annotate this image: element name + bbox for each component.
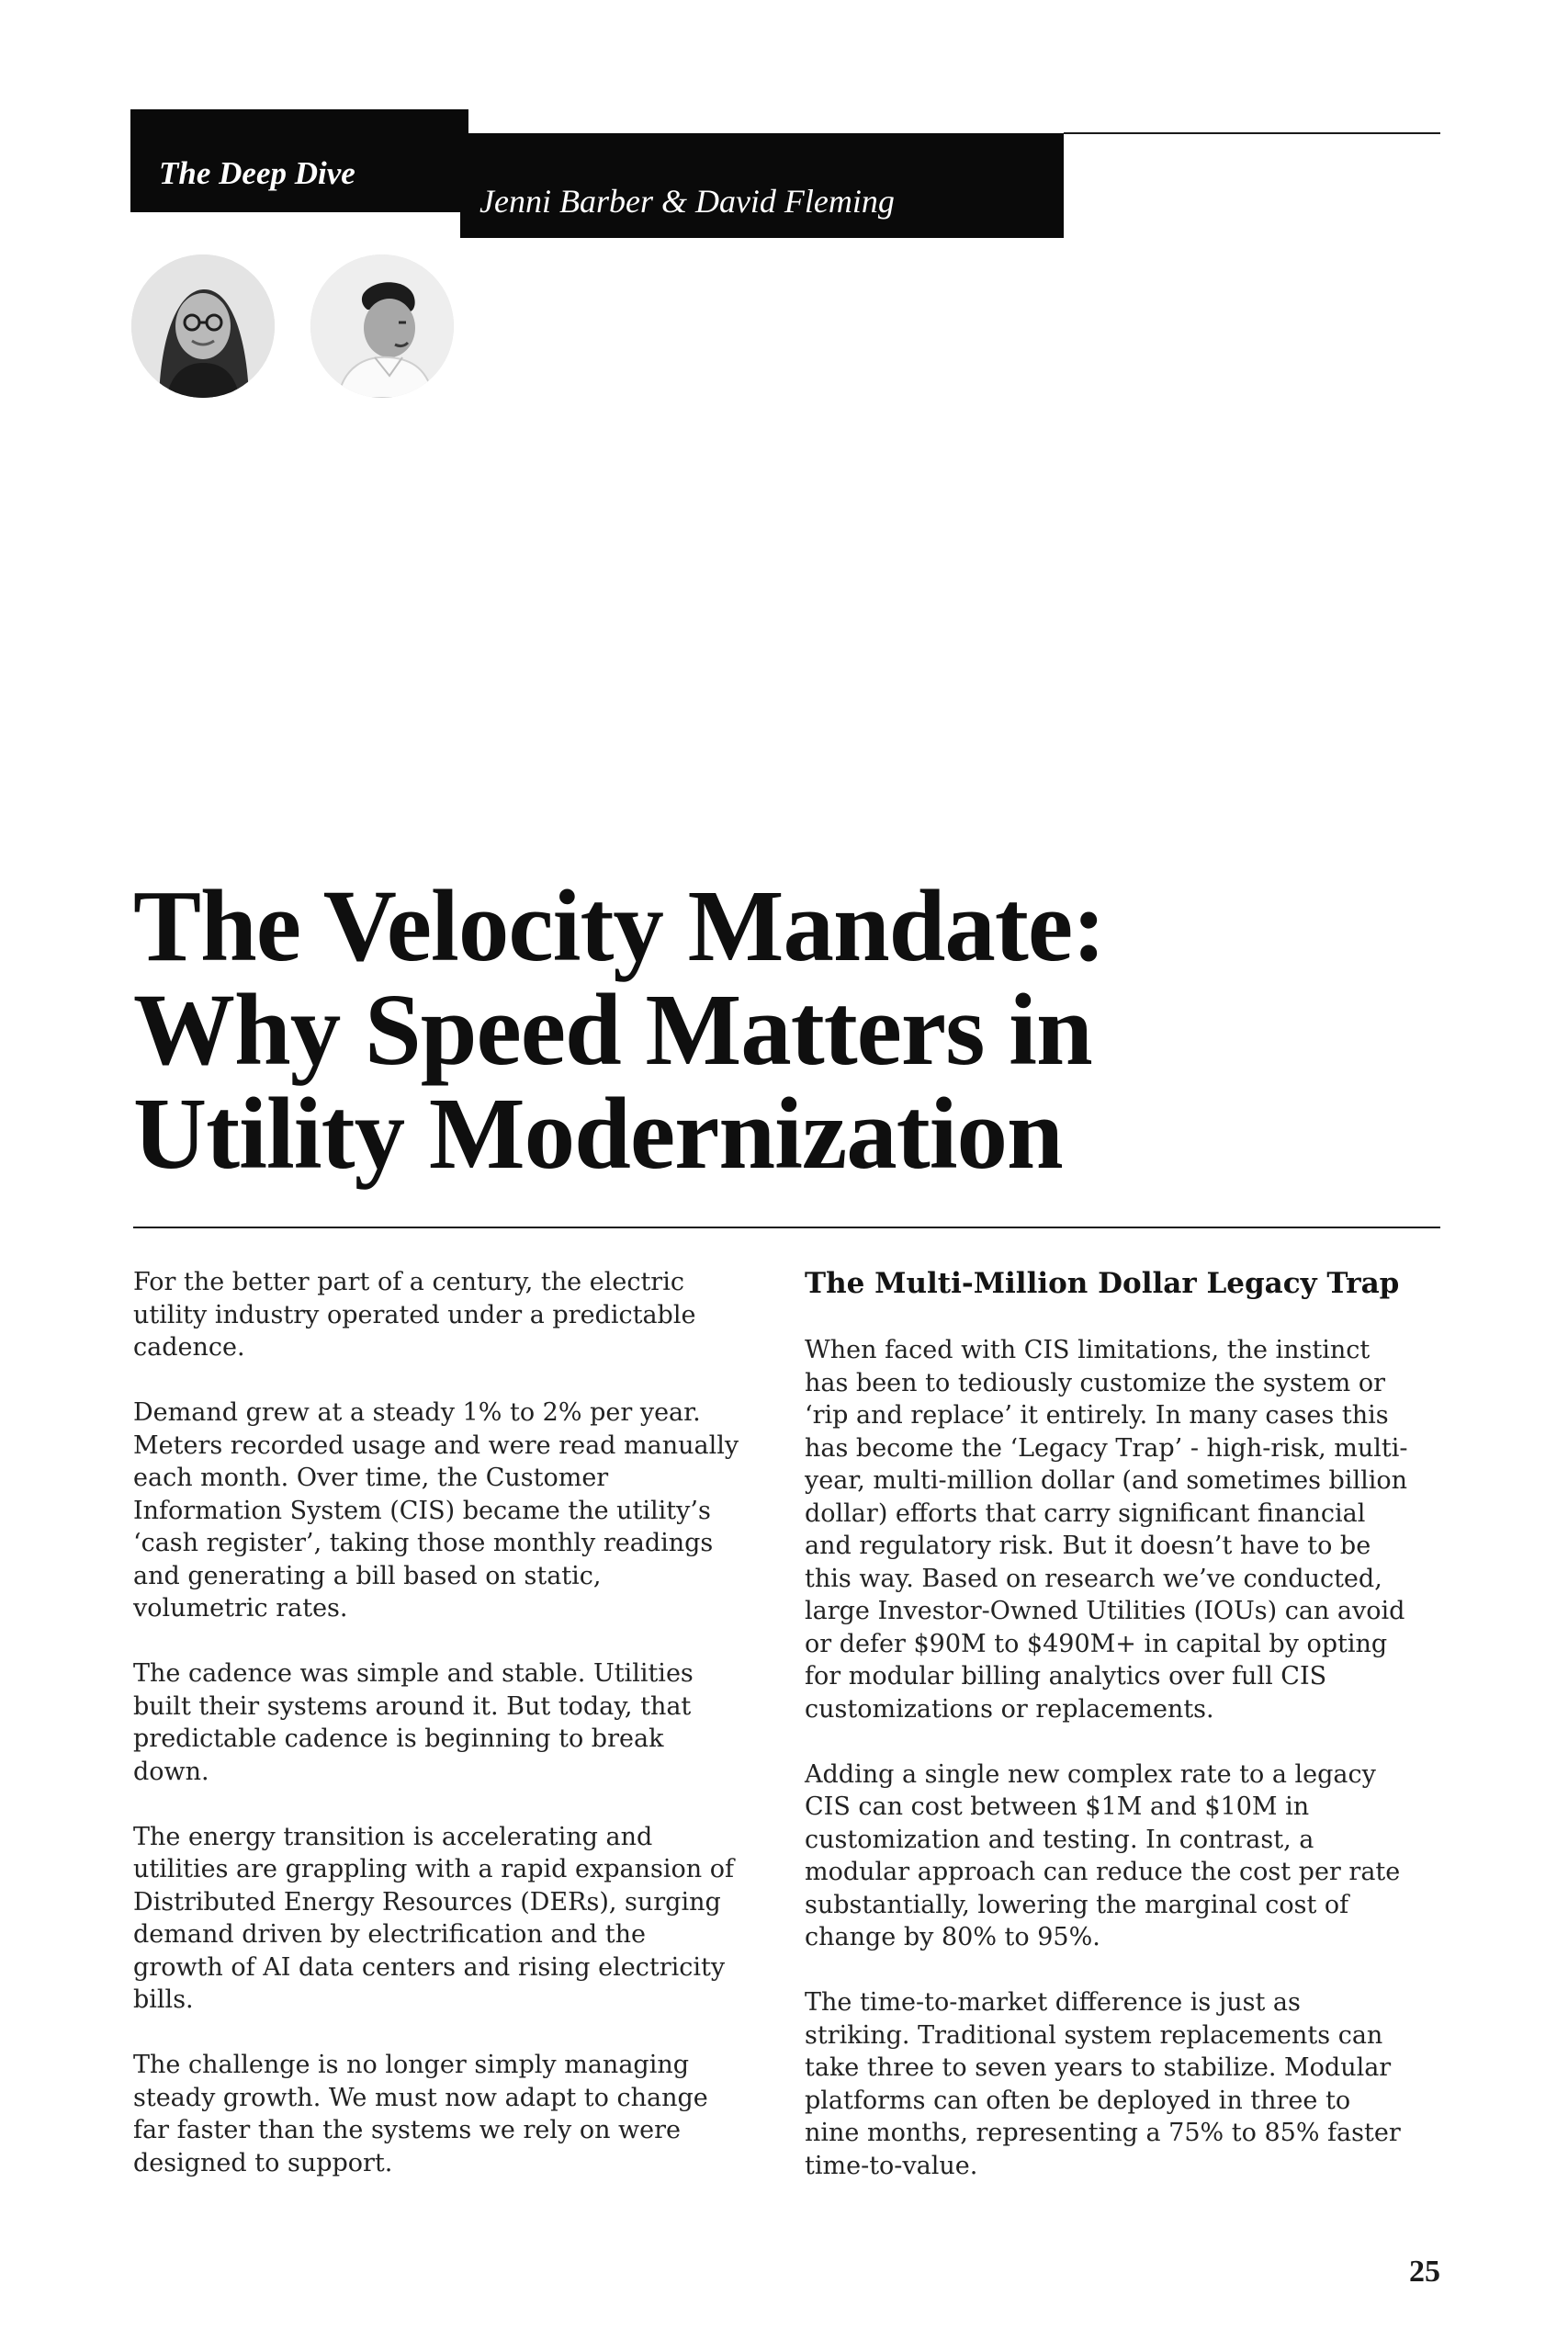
article-title-line: Why Speed Matters in [133, 974, 1092, 1087]
author-photo-icon [131, 254, 275, 398]
author-byline [460, 133, 1064, 238]
section-tag [130, 109, 468, 212]
body-paragraph: For the better part of a century, the electric utility industry operated under a predictable cadence. [133, 1268, 696, 1362]
article-title [133, 870, 1419, 1191]
title-divider [133, 1227, 1440, 1228]
author-photo-icon [310, 254, 454, 398]
body-paragraph: Demand grew at a steady 1% to 2% per year. Meters recorded usage and were read manually each month. Over time, the Customer Information System (CIS) became the utility’s ‘cash register’, taking those monthly readings and generating a bill based on static, volumetric rates. [133, 1398, 739, 1623]
body-paragraph: The time-to-market difference is just as striking. Traditional system replacements can take three to seven years to stabilize. Modular platforms can often be deployed in three to nine months, representing a 75% to 85% faster time-to-value. [805, 1988, 1401, 2180]
body-paragraph: The challenge is no longer simply managing steady growth. We must now adapt to change far faster than the systems we rely on were designed to support. [133, 2051, 708, 2177]
author-byline-text: Jenni Barber & David Fleming [479, 183, 895, 220]
top-rule-divider [1064, 132, 1440, 134]
body-column-left [133, 1266, 739, 2212]
article-title-line: The Velocity Mandate: [133, 870, 1106, 983]
author-photo-jenni-barber [131, 254, 275, 398]
body-column-right [805, 1266, 1411, 2215]
section-heading: The Multi-Million Dollar Legacy Trap [805, 1267, 1400, 1300]
body-paragraph: The cadence was simple and stable. Utilities built their systems around it. But today, that predictable cadence is beginning to break down. [133, 1659, 694, 1786]
body-paragraph: Adding a single new complex rate to a legacy CIS can cost between $1M and $10M in customization and testing. In contrast, a modular approach can reduce the cost per rate substantially, lowering the marginal cost of change by 80% to 95%. [805, 1759, 1401, 1951]
page-number: 25 [1409, 2255, 1440, 2289]
article-title-line: Utility Modernization [133, 1078, 1063, 1191]
body-paragraph: The energy transition is accelerating and utilities are grappling with a rapid expansion of Distributed Energy Resources (DERs), surging demand driven by electrification and the growth of AI data centers and rising electricity bills. [133, 1822, 734, 2014]
body-paragraph: When faced with CIS limitations, the instinct has been to tediously customize the system or ‘rip and replace’ it entirely. In many cases this has become the ‘Legacy Trap’ - high-risk, multi-year, multi-million dollar (and sometimes billion dollar) efforts that carry significant financial and regulatory risk. But it doesn’t have to be this way. Based on research we’ve conducted, large Investor-Owned Utilities (IOUs) can avoid or defer $90M to $490M+ in capital by opting for modular billing analytics over full CIS customizations or replacements. [805, 1336, 1408, 1724]
author-photo-david-fleming [310, 254, 454, 398]
section-tag-label: The Deep Dive [159, 155, 355, 191]
